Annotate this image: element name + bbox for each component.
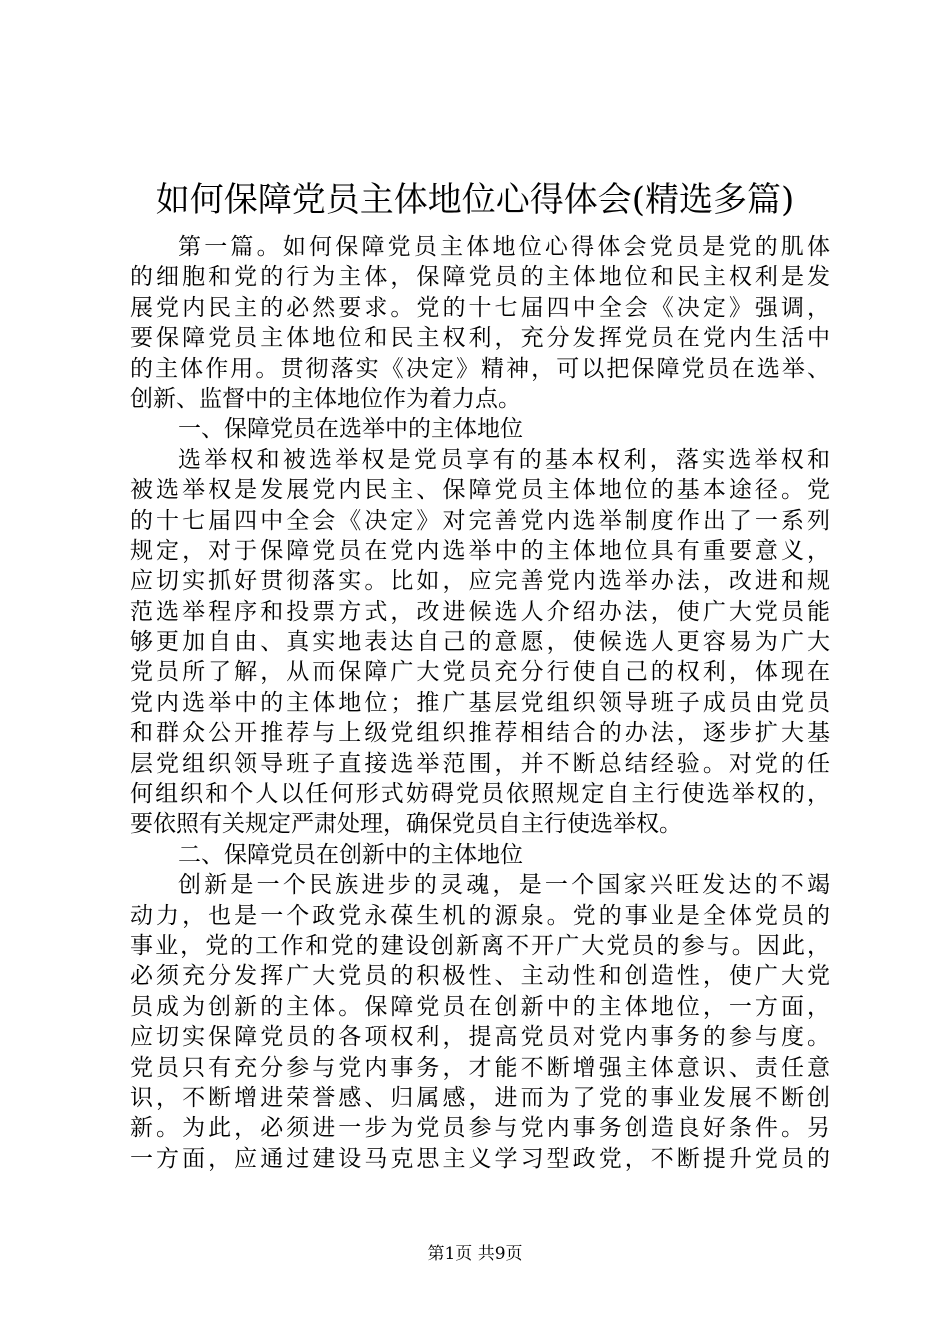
document-body [130,232,830,1174]
body-line: 一、保障党员在选举中的主体地位 [178,416,523,443]
body-line: 动力，也是一个政党永葆生机的源泉。党的事业是全体党员的 [130,902,830,929]
body-line: 展党内民主的必然要求。党的十七届四中全会《决定》强调， [130,294,830,321]
body-line: 党员只有充分参与党内事务，才能不断增强主体意识、责任意 [130,1054,830,1081]
body-line: 应切实保障党员的各项权利，提高党员对党内事务的参与度。 [130,1024,830,1051]
body-line: 新。为此，必须进一步为党员参与党内事务创造良好条件。另 [130,1115,830,1142]
body-line: 党员所了解，从而保障广大党员充分行使自己的权利，体现在 [130,659,830,686]
body-line: 的细胞和党的行为主体，保障党员的主体地位和民主权利是发 [130,264,830,291]
body-line: 被选举权是发展党内民主、保障党员主体地位的基本途径。党 [130,477,830,504]
page-footer: 第1页 共9页 [427,1244,523,1264]
body-line: 一方面，应通过建设马克思主义学习型政党，不断提升党员的 [130,1145,830,1172]
body-line: 要保障党员主体地位和民主权利，充分发挥党员在党内生活中 [130,325,830,352]
body-line: 必须充分发挥广大党员的积极性、主动性和创造性，使广大党 [130,963,830,990]
body-line: 范选举程序和投票方式，改进候选人介绍办法，使广大党员能 [130,598,830,625]
body-line: 层党组织领导班子直接选举范围，并不断总结经验。对党的任 [130,750,830,777]
body-line: 和群众公开推荐与上级党组织推荐相结合的办法，逐步扩大基 [130,720,830,747]
body-line: 员成为创新的主体。保障党员在创新中的主体地位，一方面， [130,993,830,1020]
body-line: 党内选举中的主体地位；推广基层党组织领导班子成员由党员 [130,689,830,716]
body-line: 应切实抓好贯彻落实。比如，应完善党内选举办法，改进和规 [130,568,830,595]
body-line: 够更加自由、真实地表达自己的意愿，使候选人更容易为广大 [130,629,830,656]
body-line: 识，不断增进荣誉感、归属感，进而为了党的事业发展不断创 [130,1084,830,1111]
body-line: 事业，党的工作和党的建设创新离不开广大党员的参与。因此， [130,932,830,959]
body-line: 选举权和被选举权是党员享有的基本权利，落实选举权和 [178,446,830,473]
body-line: 的主体作用。贯彻落实《决定》精神，可以把保障党员在选举、 [130,355,830,382]
body-line: 第一篇。如何保障党员主体地位心得体会党员是党的肌体 [178,234,830,260]
body-line: 要依照有关规定严肃处理，确保党员自主行使选举权。 [130,811,682,838]
body-line: 规定，对于保障党员在党内选举中的主体地位具有重要意义， [130,537,830,564]
body-line: 的十七届四中全会《决定》对完善党内选举制度作出了一系列 [130,507,830,534]
body-line: 创新是一个民族进步的灵魂，是一个国家兴旺发达的不竭 [178,872,830,899]
body-line: 二、保障党员在创新中的主体地位 [178,841,523,868]
body-line: 何组织和个人以任何形式妨碍党员依照规定自主行使选举权的， [130,781,830,808]
document-title: 如何保障党员主体地位心得体会(精选多篇) [155,180,795,220]
body-line: 创新、监督中的主体地位作为着力点。 [130,385,521,412]
